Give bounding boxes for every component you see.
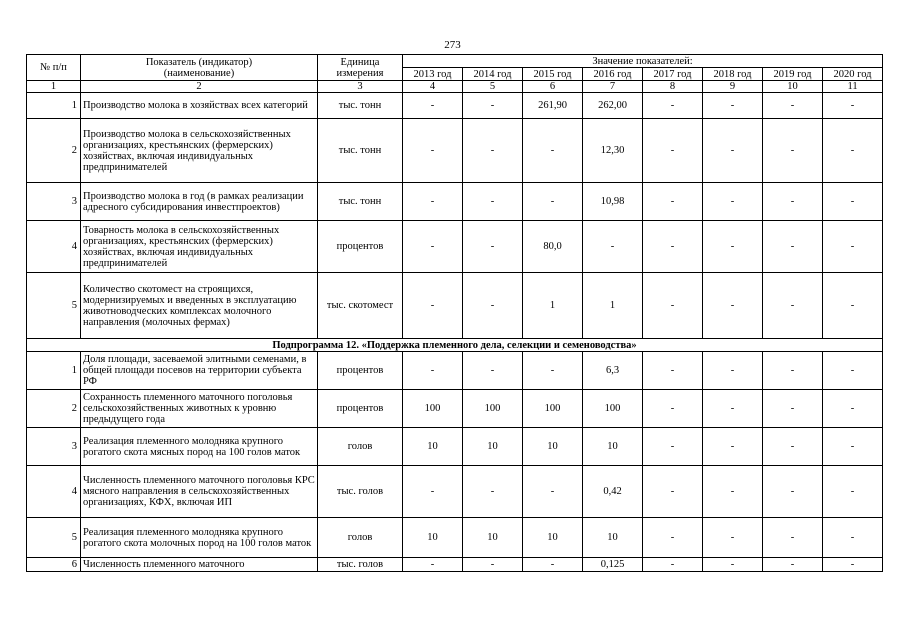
indicator-value: - [463,221,523,273]
row-number: 4 [27,221,81,273]
indicator-value: 100 [463,390,523,428]
indicator-value: - [763,558,823,572]
header-year: 2018 год [703,68,763,81]
indicator-value: - [643,466,703,518]
indicator-value: - [703,558,763,572]
unit-of-measure: процентов [318,352,403,390]
column-number: 2 [81,81,318,93]
indicator-value: 12,30 [583,119,643,183]
subprogram-title: Подпрограмма 12. «Поддержка племенного дела, селекции и семеноводства» [27,339,883,352]
indicator-value: - [403,93,463,119]
unit-of-measure: процентов [318,390,403,428]
indicators-table [26,54,883,572]
column-number: 11 [823,81,883,93]
table-row [27,273,883,339]
indicator-value: - [823,558,883,572]
header-values-title: Значение показателей: [403,55,883,68]
unit-of-measure: голов [318,428,403,466]
indicator-name: Количество скотомест на строящихся, модернизируемых и введенных в эксплуатацию животноводческих комплексах молочного направления (молочных фермах) [81,273,318,339]
indicator-value: 10 [523,428,583,466]
column-number: 4 [403,81,463,93]
table-row [27,119,883,183]
row-number: 5 [27,273,81,339]
row-number: 1 [27,352,81,390]
unit-of-measure: процентов [318,221,403,273]
header-year: 2015 год [523,68,583,81]
indicator-value: - [643,183,703,221]
indicator-value: - [403,273,463,339]
header-unit-line1: Единица [340,56,380,68]
indicator-value: 10 [403,518,463,558]
indicator-value: 1 [523,273,583,339]
indicator-value: - [643,119,703,183]
indicator-value: - [823,183,883,221]
header-indicator [81,55,318,81]
page-number: 273 [444,39,461,51]
indicator-value: 0,42 [583,466,643,518]
table-row [27,352,883,390]
indicator-value: - [763,273,823,339]
indicator-value: - [823,221,883,273]
indicator-value: 10 [463,518,523,558]
indicator-value: - [583,221,643,273]
indicator-value: - [523,352,583,390]
indicator-value: - [463,119,523,183]
indicator-value: 10,98 [583,183,643,221]
indicator-value: - [703,352,763,390]
indicator-value: - [763,93,823,119]
indicator-value: 10 [523,518,583,558]
row-number: 6 [27,558,81,572]
header-unit-line2: измерения [336,67,384,79]
row-number: 2 [27,390,81,428]
indicator-value: - [643,93,703,119]
column-number: 1 [27,81,81,93]
indicator-value: - [763,518,823,558]
header-year: 2013 год [403,68,463,81]
header-year: 2014 год [463,68,523,81]
indicator-value: - [703,390,763,428]
indicator-value: 1 [583,273,643,339]
indicator-value: - [763,119,823,183]
table-row [27,93,883,119]
column-number: 8 [643,81,703,93]
indicator-value: 0,125 [583,558,643,572]
indicator-value: - [703,221,763,273]
indicator-value: 100 [523,390,583,428]
indicator-value: - [523,558,583,572]
row-number: 3 [27,428,81,466]
indicator-value: - [403,558,463,572]
indicator-value: - [403,183,463,221]
indicator-value: 100 [403,390,463,428]
indicator-value: - [643,428,703,466]
row-number: 1 [27,93,81,119]
indicator-value: - [823,93,883,119]
row-number: 2 [27,119,81,183]
indicator-value: 10 [403,428,463,466]
indicator-name: Производство молока в хозяйствах всех категорий [81,93,318,119]
unit-of-measure: тыс. тонн [318,183,403,221]
unit-of-measure: голов [318,518,403,558]
indicator-name: Сохранность племенного маточного поголовья сельскохозяйственных животных к уровню предыдущего года [81,390,318,428]
header-num: № п/п [27,55,81,81]
table-row [27,428,883,466]
unit-of-measure: тыс. скотомест [318,273,403,339]
column-number: 10 [763,81,823,93]
indicator-value: - [463,93,523,119]
indicator-value: - [763,221,823,273]
indicator-value: - [463,352,523,390]
row-number: 4 [27,466,81,518]
indicator-value: - [643,558,703,572]
indicator-value: - [643,390,703,428]
indicator-value: 6,3 [583,352,643,390]
indicator-value: - [823,273,883,339]
unit-of-measure: тыс. тонн [318,119,403,183]
indicator-value: - [403,466,463,518]
indicator-value: 10 [583,518,643,558]
header-indicator-line1: Показатель (индикатор) [145,56,253,68]
indicator-value: 10 [583,428,643,466]
indicator-value: - [463,273,523,339]
indicator-value: - [523,466,583,518]
indicator-value: - [823,352,883,390]
indicator-value: - [763,352,823,390]
indicator-value: - [523,119,583,183]
row-number: 3 [27,183,81,221]
indicator-value: 262,00 [583,93,643,119]
table-row [27,390,883,428]
indicator-value: - [703,93,763,119]
indicator-value: - [823,466,883,518]
indicator-value: - [403,352,463,390]
indicator-value: - [703,183,763,221]
indicator-value: - [403,221,463,273]
indicator-value: - [463,558,523,572]
indicator-value: 10 [463,428,523,466]
indicator-value: - [703,119,763,183]
unit-of-measure: тыс. голов [318,558,403,572]
table-row [27,466,883,518]
indicator-value: 80,0 [523,221,583,273]
indicator-name: Реализация племенного молодняка крупного рогатого скота мясных пород на 100 голов маток [81,428,318,466]
indicator-value: - [643,273,703,339]
indicator-value: - [703,428,763,466]
header-year: 2016 год [583,68,643,81]
indicator-value: - [823,428,883,466]
column-number: 3 [318,81,403,93]
indicator-value: - [763,390,823,428]
indicator-value: - [763,183,823,221]
row-number: 5 [27,518,81,558]
indicator-name: Товарность молока в сельскохозяйственных организациях, крестьянских (фермерских) хозяйствах, включая индивидуальных предпринимателей [81,221,318,273]
indicator-value: - [523,183,583,221]
indicator-value: 261,90 [523,93,583,119]
indicator-name: Производство молока в сельскохозяйственных организациях, крестьянских (фермерских) хозяйствах, включая индивидуальных предпринимателей [81,119,318,183]
indicator-name: Доля площади, засеваемой элитными семенами, в общей площади посевов на территории субъекта РФ [81,352,318,390]
indicator-value: - [703,273,763,339]
header-indicator-line2: (наименование) [163,67,235,79]
table-row [27,183,883,221]
indicator-value: - [643,221,703,273]
indicator-name: Численность племенного маточного [81,558,318,572]
unit-of-measure: тыс. голов [318,466,403,518]
column-number: 9 [703,81,763,93]
indicator-value: - [823,518,883,558]
indicator-name: Численность племенного маточного поголовья КРС мясного направления в сельскохозяйственных организациях, КФХ, включая ИП [81,466,318,518]
column-number: 6 [523,81,583,93]
header-year: 2020 год [823,68,883,81]
indicator-value: - [763,428,823,466]
header-year: 2019 год [763,68,823,81]
indicator-value: - [703,518,763,558]
unit-of-measure: тыс. тонн [318,93,403,119]
indicator-name: Производство молока в год (в рамках реализации адресного субсидирования инвестпроектов) [81,183,318,221]
table-row [27,221,883,273]
indicator-name: Реализация племенного молодняка крупного рогатого скота молочных пород на 100 голов маток [81,518,318,558]
column-number: 7 [583,81,643,93]
indicator-value: - [463,466,523,518]
indicator-value: 100 [583,390,643,428]
indicator-value: - [463,183,523,221]
column-number: 5 [463,81,523,93]
table-row [27,558,883,572]
subprogram-row [27,339,883,352]
indicator-value: - [703,466,763,518]
indicator-value: - [643,518,703,558]
header-unit [318,55,403,81]
table-row [27,518,883,558]
indicator-value: - [823,390,883,428]
indicator-value: - [763,466,823,518]
indicator-value: - [403,119,463,183]
indicator-value: - [643,352,703,390]
indicator-value: - [823,119,883,183]
header-year: 2017 год [643,68,703,81]
